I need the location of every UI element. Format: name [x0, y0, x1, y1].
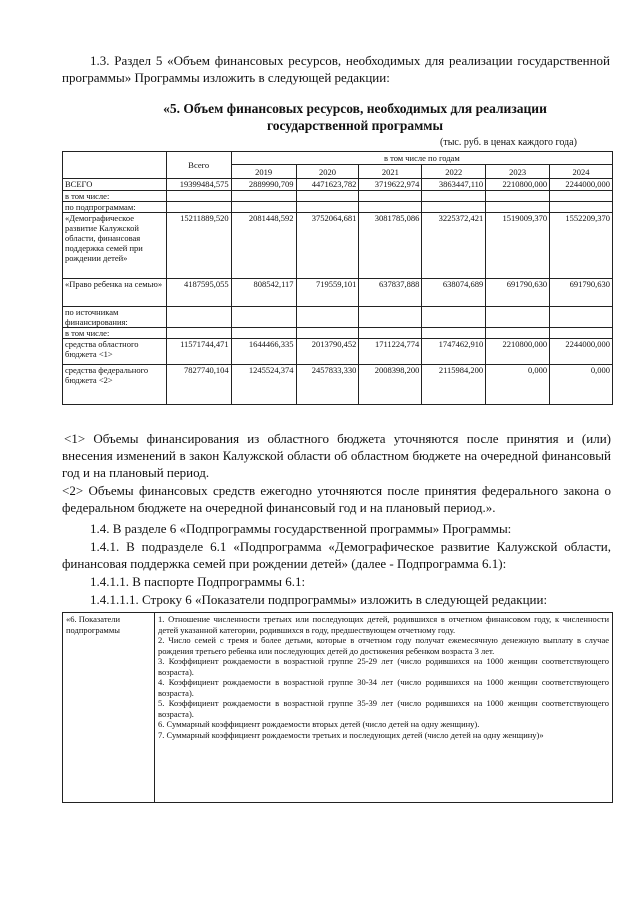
paragraph-1-3: 1.3. Раздел 5 «Объем финансовых ресурсов, необходимых для реализации государственной программы» Программы изложить в следующей редакции: — [62, 53, 610, 85]
row-year-value: 3081785,086 — [359, 213, 422, 279]
row-year-value: 2889990,709 — [231, 179, 296, 191]
row-year-value — [550, 202, 613, 213]
row-year-value — [359, 191, 422, 202]
row-year-value: 0,000 — [550, 365, 613, 405]
row-year-value: 2115984,200 — [422, 365, 486, 405]
row-year-value: 2244000,000 — [550, 339, 613, 365]
row-year-value: 2013790,452 — [296, 339, 359, 365]
row-year-value: 2210800,000 — [486, 179, 550, 191]
indicator-item: 5. Коэффициент рождаемости в возрастной группе 35-39 лет (число родившихся на 1000 женщин соответствующего возраста). — [158, 698, 609, 719]
table-row — [63, 202, 613, 213]
row-year-value — [486, 202, 550, 213]
row-year-value: 637837,888 — [359, 279, 422, 307]
table-row — [63, 213, 613, 279]
row-year-value — [231, 191, 296, 202]
row-year-value: 2244000,000 — [550, 179, 613, 191]
row-total: 4187595,055 — [166, 279, 231, 307]
row-year-value — [550, 307, 613, 328]
row-year-value: 691790,630 — [550, 279, 613, 307]
table-row — [63, 339, 613, 365]
row-year-value — [422, 202, 486, 213]
row-total — [166, 202, 231, 213]
row-year-value — [231, 328, 296, 339]
header-year: 2020 — [296, 165, 359, 179]
indicator-item: 2. Число семей с тремя и более детьми, которые в отчетном году получат ежемесячную денежную выплату в случае рождения третьего ребенка или последующих детей до достижения ребенком возраста 3 лет. — [158, 635, 609, 656]
row-label: «Право ребенка на семью» — [63, 279, 167, 307]
row-year-value: 3225372,421 — [422, 213, 486, 279]
footnote-2: <2> Объемы финансовых средств ежегодно уточняются после принятия федерального закона о федеральном бюджете на очередной финансовый год и на плановый период.». — [62, 483, 611, 515]
header-total: Всего — [166, 152, 231, 179]
unit-note: (тыс. руб. в ценах каждого года) — [440, 137, 577, 148]
row-year-value: 3752064,681 — [296, 213, 359, 279]
row-total: 15211889,520 — [166, 213, 231, 279]
indicator-item: 7. Суммарный коэффициент рождаемости третьих и последующих детей (число детей на одну женщину)» — [158, 729, 544, 740]
row-total: 11571744,471 — [166, 339, 231, 365]
row-total: 19399484,575 — [166, 179, 231, 191]
row-label: по источникам финансирования: — [63, 307, 167, 328]
header-year: 2024 — [550, 165, 613, 179]
row-year-value — [296, 191, 359, 202]
row-year-value — [359, 307, 422, 328]
row-year-value — [296, 202, 359, 213]
row-label: в том числе: — [63, 191, 167, 202]
row-year-value: 4471623,782 — [296, 179, 359, 191]
row-year-value: 1711224,774 — [359, 339, 422, 365]
table-row — [63, 328, 613, 339]
row-year-value — [231, 307, 296, 328]
header-year: 2021 — [359, 165, 422, 179]
indicator-item: 4. Коэффициент рождаемости в возрастной группе 30-34 лет (число родившихся на 1000 женщин соответствующего возраста). — [158, 677, 609, 698]
row-year-value: 1747462,910 — [422, 339, 486, 365]
paragraph-1-4-1: 1.4.1. В подразделе 6.1 «Подпрограмма «Демографическое развитие Калужской области, финансовая поддержка семей при рождении детей» (далее - Подпрограмма 6.1): — [62, 539, 611, 571]
header-year: 2022 — [422, 165, 486, 179]
row-year-value: 808542,117 — [231, 279, 296, 307]
row-total — [166, 328, 231, 339]
row-year-value: 691790,630 — [486, 279, 550, 307]
header-by-years: в том числе по годам — [231, 152, 612, 165]
row-year-value: 2081448,592 — [231, 213, 296, 279]
row-year-value — [422, 191, 486, 202]
indicators-table — [62, 612, 613, 803]
paragraph-1-4-1-1: 1.4.1.1. В паспорте Подпрограммы 6.1: — [90, 574, 306, 589]
financing-table — [62, 151, 613, 405]
row-year-value — [422, 328, 486, 339]
row-year-value — [359, 202, 422, 213]
table-row — [63, 179, 613, 191]
indicator-item: 6. Суммарный коэффициент рождаемости вторых детей (число детей на одну женщину). — [158, 719, 480, 729]
row-year-value: 719559,101 — [296, 279, 359, 307]
row-year-value: 1519009,370 — [486, 213, 550, 279]
row-total — [166, 191, 231, 202]
table-row — [63, 279, 613, 307]
indicators-list — [155, 613, 613, 803]
paragraph-1-4: 1.4. В разделе 6 «Подпрограммы государственной программы» Программы: — [90, 521, 512, 536]
row-year-value: 3863447,110 — [422, 179, 486, 191]
row-year-value — [486, 191, 550, 202]
row-year-value — [486, 328, 550, 339]
row-year-value: 1644466,335 — [231, 339, 296, 365]
row-year-value — [486, 307, 550, 328]
header-year: 2019 — [231, 165, 296, 179]
row-year-value: 2008398,200 — [359, 365, 422, 405]
row-label: средства областного бюджета <1> — [63, 339, 167, 365]
row-year-value — [231, 202, 296, 213]
row-year-value: 638074,689 — [422, 279, 486, 307]
footnote-1: <1> Объемы финансирования из областного бюджета уточняются после принятия и (или) внесения изменений в закон Калужской области об областном бюджете на очередной финансовый год и на плановый период. — [62, 431, 611, 480]
header-year: 2023 — [486, 165, 550, 179]
row-year-value — [296, 328, 359, 339]
row-year-value — [422, 307, 486, 328]
row-year-value: 3719622,974 — [359, 179, 422, 191]
row-year-value — [550, 328, 613, 339]
section-title: «5. Объем финансовых ресурсов, необходимых для реализации государственной программы — [163, 101, 547, 133]
row-year-value: 0,000 — [486, 365, 550, 405]
row-year-value — [550, 191, 613, 202]
row-year-value — [359, 328, 422, 339]
row-label: «Демографическое развитие Калужской области, финансовая поддержка семей при рождении детей» — [63, 213, 167, 279]
row-year-value: 2457833,330 — [296, 365, 359, 405]
row-year-value: 2210800,000 — [486, 339, 550, 365]
row-label: в том числе: — [63, 328, 167, 339]
indicator-item: 1. Отношение численности третьих или последующих детей, родившихся в отчетном финансовом году, к численности детей указанной категории, родившихся в году, предшествующем отчетному году. — [158, 614, 609, 635]
table-row — [63, 365, 613, 405]
indicators-label: «6. Показатели подпрограммы — [63, 613, 155, 803]
row-year-value: 1552209,370 — [550, 213, 613, 279]
row-label: ВСЕГО — [63, 179, 167, 191]
row-label: по подпрограммам: — [63, 202, 167, 213]
row-label: средства федерального бюджета <2> — [63, 365, 167, 405]
row-total — [166, 307, 231, 328]
row-year-value — [296, 307, 359, 328]
paragraph-1-4-1-1-1: 1.4.1.1.1. Строку 6 «Показатели подпрограммы» изложить в следующей редакции: — [90, 592, 548, 607]
table-row — [63, 307, 613, 328]
row-year-value: 1245524,374 — [231, 365, 296, 405]
indicator-item: 3. Коэффициент рождаемости в возрастной группе 25-29 лет (число родившихся на 1000 женщин соответствующего возраста). — [158, 656, 609, 677]
table-row — [63, 191, 613, 202]
row-total: 7827740,104 — [166, 365, 231, 405]
table-corner — [63, 152, 167, 179]
